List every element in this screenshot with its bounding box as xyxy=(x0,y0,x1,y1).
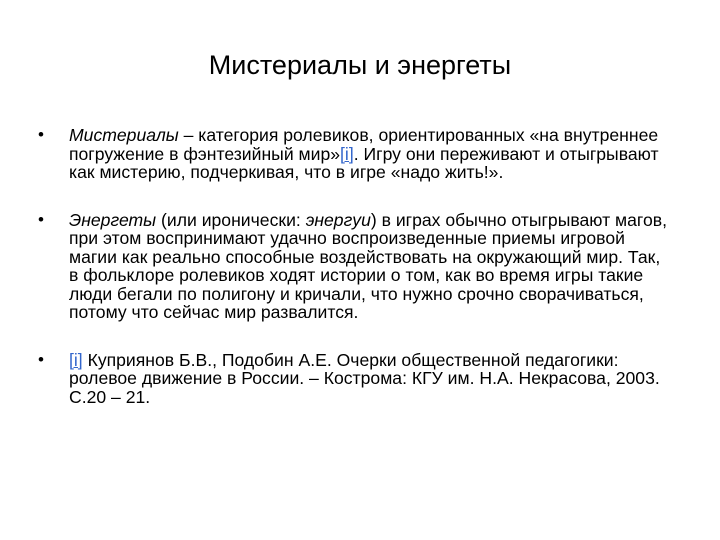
bullet-marker: • xyxy=(38,349,44,369)
slide-title: Мистериалы и энергеты xyxy=(208,50,512,80)
footnote-anchor-link[interactable]: [i] xyxy=(69,349,83,370)
bullet-text: . Игру они переживают и отыгрывают как мистерию, подчеркивая, что в игре «надо жить!». xyxy=(69,143,659,182)
bullet-text: (или иронически: xyxy=(156,209,306,230)
bullet-marker: • xyxy=(38,209,44,229)
footnote-text: Куприянов Б.В., Подобин А.Е. Очерки общественной педагогики: ролевое движение в России. – Кострома: КГУ им. Н.А. Некрасова, 2003. С.20 – 21. xyxy=(69,349,660,407)
bullet-item-footnote xyxy=(0,351,720,407)
term-misterialy: Мистериалы xyxy=(69,125,179,145)
bullet-text: – категория ролевиков, ориентированных «на внутреннее погружение в фэнтезийный мир» xyxy=(69,125,659,164)
bullet-marker: • xyxy=(38,125,44,144)
bullet-item-misterialy xyxy=(0,126,720,182)
bullet-item-energety xyxy=(0,211,720,322)
term-energety: Энергеты xyxy=(69,209,157,230)
bullet-list xyxy=(0,126,720,406)
footnote-link[interactable]: [i] xyxy=(340,143,354,164)
bullet-text: ) в играх обычно отыгрывают магов, при этом воспринимают удачно воспроизведенные приемы игровой магии как реально способные воздействовать на окружающий мир. Так, в фольклоре ролевиков ходят истории о том, как во время игры такие люди бегали по полигону и кричали, что нужно срочно сворачиваться, потому что сейчас мир развалится. xyxy=(69,209,667,322)
term-energui: энергуи xyxy=(305,209,371,230)
